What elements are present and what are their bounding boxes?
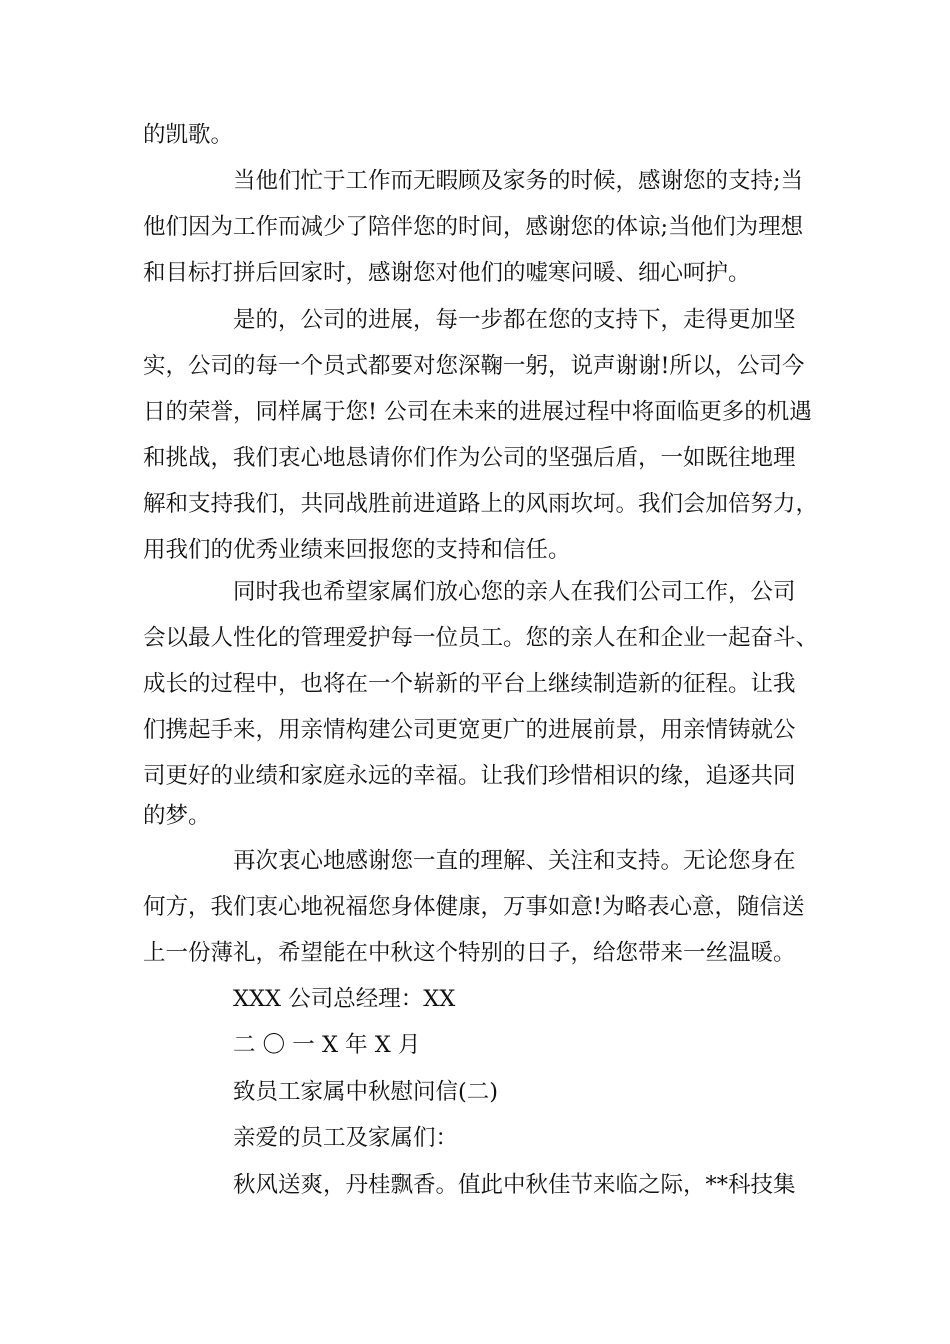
paragraph-start-line: 同时我也希望家属们放心您的亲人在我们公司工作，公司 <box>233 579 796 605</box>
text-line: 何方，我们衷心地祝福您身体健康，万事如意!为略表心意，随信送 <box>143 894 805 920</box>
text-line: 和目标打拼后回家时，感谢您对他们的嘘寒问暖、细心呵护。 <box>143 260 751 286</box>
text-line: 上一份薄礼，希望能在中秋这个特别的日子，给您带来一丝温暖。 <box>143 940 796 966</box>
salutation-line: 亲爱的员工及家属们： <box>233 1125 459 1151</box>
text-line: 的凯歌。 <box>143 122 234 148</box>
text-line: 用我们的优秀业绩来回报您的支持和信任。 <box>143 537 571 563</box>
paragraph-start-line: 是的，公司的进展，每一步都在您的支持下，走得更加坚 <box>233 307 796 333</box>
text-line: 日的荣誉，同样属于您! 公司在未来的进展过程中将面临更多的机遇 <box>143 399 812 425</box>
text-line: 解和支持我们，共同战胜前进道路上的风雨坎坷。我们会加倍努力， <box>143 491 819 517</box>
text-line: 的梦。 <box>143 803 211 829</box>
text-line: 他们因为工作而减少了陪伴您的时间，感谢您的体谅;当他们为理想 <box>143 214 804 240</box>
text-line: 们携起手来，用亲情构建公司更宽更广的进展前景，用亲情铸就公 <box>143 717 796 743</box>
text-line: 和挑战，我们衷心地恳请你们作为公司的坚强后盾，一如既往地理 <box>143 445 796 471</box>
text-line: 实，公司的每一个员式都要对您深鞠一躬，说声谢谢!所以，公司今 <box>143 353 805 379</box>
text-line: 会以最人性化的管理爱护每一位员工。您的亲人在和企业一起奋斗、 <box>143 625 819 651</box>
section-title: 致员工家属中秋慰问信(二) <box>233 1079 499 1105</box>
paragraph-start-line: 当他们忙于工作而无暇顾及家务的时候，感谢您的支持;当 <box>233 168 804 194</box>
date-line: 二 〇 一 X 年 X 月 <box>233 1032 421 1058</box>
paragraph-start-line: 再次衷心地感谢您一直的理解、关注和支持。无论您身在 <box>233 848 796 874</box>
paragraph-start-line: 秋风送爽，丹桂飘香。值此中秋佳节来临之际，**科技集 <box>233 1172 796 1198</box>
text-line: 司更好的业绩和家庭永远的幸福。让我们珍惜相识的缘，追逐共同 <box>143 763 796 789</box>
signature-line: XXX 公司总经理：XX <box>233 986 456 1012</box>
text-line: 成长的过程中，也将在一个崭新的平台上继续制造新的征程。让我 <box>143 671 796 697</box>
